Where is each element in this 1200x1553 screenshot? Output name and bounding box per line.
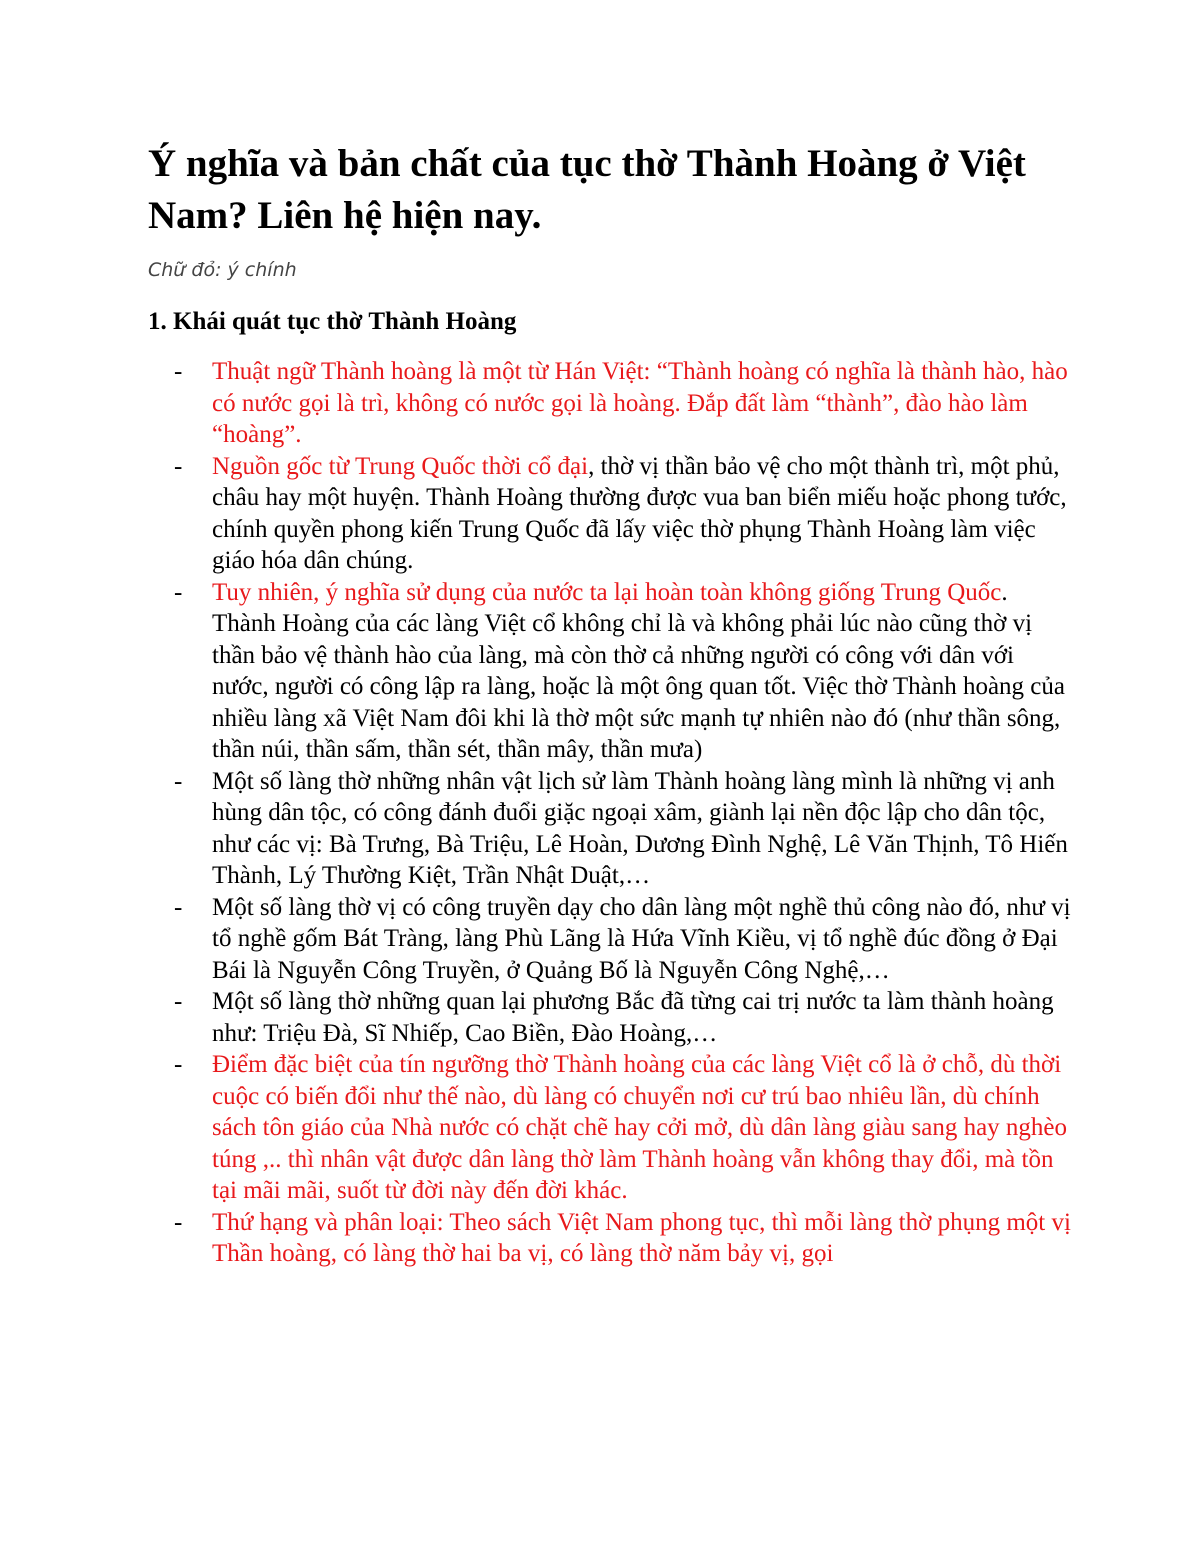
bullet-dash: - xyxy=(174,452,183,480)
main-idea-text: Thuật ngữ Thành hoàng là một từ Hán Việt: “Thành hoàng có nghĩa là thành hào, hào có nước gọi là trì, không có nước gọi là hoàng. Đắp đất làm “thành”, đào hào làm “hoàng”. xyxy=(212,358,1068,448)
list-item xyxy=(174,451,1074,577)
detail-text: . Thành Hoàng của các làng Việt cổ không chỉ là và không phải lúc nào cũng thờ vị thần bảo vệ thành hào của làng, mà còn thờ cả những người có công với dân với nước, người có công lập ra làng, hoặc là một ông quan tốt. Việc thờ Thành hoàng của nhiều làng xã Việt Nam đôi khi là thờ một sức mạnh tự nhiên nào đó (như thần sông, thần núi, thần sấm, thần sét, thần mây, thần mưa) xyxy=(212,578,1066,763)
section-heading: 1. Khái quát tục thờ Thành Hoàng xyxy=(148,308,517,335)
color-legend-note: Chữ đỏ: ý chính xyxy=(148,259,297,281)
bullet-dash: - xyxy=(174,358,183,385)
bullet-dash: - xyxy=(174,1051,183,1078)
list-item xyxy=(174,1207,1074,1270)
list-item xyxy=(174,986,1074,1049)
detail-text: Một số làng thờ vị có công truyền dạy cho dân làng một nghề thủ công nào đó, như vị tổ nghề gốm Bát Tràng, làng Phù Lãng là Hứa Vĩnh Kiều, vị tổ nghề đúc đồng ở Đại Bái là Nguyễn Công Truyền, ở Quảng Bố là Nguyễn Công Nghệ,… xyxy=(212,893,1071,984)
main-idea-text: Nguồn gốc từ Trung Quốc thời cổ đại xyxy=(212,452,589,480)
main-idea-text: Thứ hạng và phân loại: Theo sách Việt Nam phong tục, thì mỗi làng thờ phụng một vị Thần hoàng, có làng thờ hai ba vị, có làng thờ năm bảy vị, gọi xyxy=(212,1208,1071,1267)
list-item xyxy=(174,356,1074,451)
bullet-dash: - xyxy=(174,578,183,606)
bullet-dash: - xyxy=(174,988,183,1015)
list-item xyxy=(174,577,1074,766)
document-title: Ý nghĩa và bản chất của tục thờ Thành Hoàng ở Việt Nam? Liên hệ hiện nay. xyxy=(148,142,1026,237)
main-idea-text: Tuy nhiên, ý nghĩa sử dụng của nước ta lại hoàn toàn không giống Trung Quốc xyxy=(212,578,1002,606)
detail-text: Một số làng thờ những quan lại phương Bắc đã từng cai trị nước ta làm thành hoàng như: Triệu Đà, Sĩ Nhiếp, Cao Biền, Đào Hoàng,… xyxy=(212,988,1054,1047)
detail-text: Một số làng thờ những nhân vật lịch sử làm Thành hoàng làng mình là những vị anh hùng dân tộc, có công đánh đuổi giặc ngoại xâm, giành lại nền độc lập cho dân tộc, như các vị: Bà Trưng, Bà Triệu, Lê Hoàn, Dương Đình Nghệ, Lê Văn Thịnh, Tô Hiến Thành, Lý Thường Kiệt, Trần Nhật Duật,… xyxy=(212,767,1068,889)
list-item xyxy=(174,1049,1074,1207)
main-idea-text: Điểm đặc biệt của tín ngưỡng thờ Thành hoàng của các làng Việt cổ là ở chỗ, dù thời cuộc có biến đổi như thế nào, dù làng có chuyển nơi cư trú bao nhiêu lần, dù chính sách tôn giáo của Nhà nước có chặt chẽ hay cởi mở, dù dân làng giàu sang hay nghèo túng ,.. thì nhân vật được dân làng thờ làm Thành hoàng vẫn không thay đổi, mà tồn tại mãi mãi, suốt từ đời này đến đời khác. xyxy=(212,1051,1068,1204)
bullet-list xyxy=(174,356,1074,1270)
detail-text: , thờ vị thần bảo vệ cho một thành trì, một phủ, châu hay một huyện. Thành Hoàng thường được vua ban biển miếu hoặc phong tước, chính quyền phong kiến Trung Quốc đã lấy việc thờ phụng Thành Hoàng làm việc giáo hóa dân chúng. xyxy=(212,452,1067,574)
bullet-dash: - xyxy=(174,1208,183,1236)
list-item xyxy=(174,766,1074,892)
bullet-dash: - xyxy=(174,767,183,795)
list-item xyxy=(174,892,1074,987)
bullet-dash: - xyxy=(174,893,183,921)
